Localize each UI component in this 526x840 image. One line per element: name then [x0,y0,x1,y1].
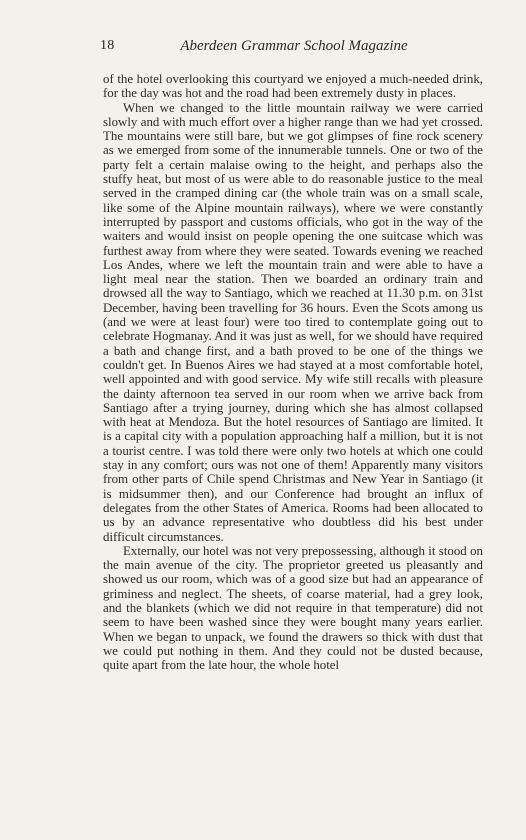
running-title: Aberdeen Grammar School Magazine [180,38,408,54]
paragraph-hotel-exterior: Externally, our hotel was not very prepossessing, although it stood on the main avenue of the city. The proprietor greeted us pleasantly and showed us our room, which was of a good size but had an appearance of griminess and neglect. The sheets, of coarse material, had a grey look, and the blankets (which we did not require in that temperature) did not seem to have been washed since they were bought many years earlier. When we began to unpack, we found the drawers so thick with dust that we could put nothing in them. And they could not be dusted because, quite apart from the late hour, the whole hotel [103,543,483,673]
page-number: 18 [100,38,115,53]
paragraph-mountain-railway: When we changed to the little mountain railway we were carried slowly and with much effort over a higher range than we had yet crossed. The mountains were still bare, but we got glimpses of fine rock scenery as we emerged from some of the innumerable tunnels. One or two of the party felt a certain malaise owing to the height, and perhaps also the stuffy heat, but most of us were able to do reasonable justice to the meal served in the cramped dining car (the whole train was on a small scale, like some of the Alpine mountain railways), where we were constantly interrupted by passport and customs officials, who got in the way of the waiters and would insist on people opening the one suitcase which was furthest away from where they were seated. Towards evening we reached Los Andes, where we left the mountain train and were able to have a light meal near the station. Then we boarded an ordinary train and drowsed all the way to Santiago, which we reached at 11.30 p.m. on 31st December, having been travelling for 36 hours. Even the Scots among us (and we were at least four) were too tired to contemplate going out to celebrate Hogmanay. And it was just as well, for we should have required a bath and change first, and a bath proved to be one of the things we couldn't get. In Buenos Aires we had stayed at a most comfortable hotel, well appointed and with good service. My wife still recalls with pleasure the dainty afternoon tea served in our room when we arrive back from Santiago after a trying journey, during which she has almost collapsed with heat at Mendoza. But the hotel resources of Santiago are limited. It is a capital city with a population approaching half a million, but it is not a tourist centre. I was told there were only two hotels at which one could stay in any comfort; ours was not one of them! Apparently many visitors from other parts of Chile spend Christmas and New Year in Santiago (it is midsummer then), and our Conference had brought an influx of delegates from the other States of America. Rooms had been allocated to us by an advance representative who doubtless did his best under difficult circumstances. [103,100,483,544]
running-head [100,38,488,58]
body-text [103,72,483,672]
paragraph-continuation: of the hotel overlooking this courtyard we enjoyed a much-needed drink, for the day was hot and the road had been extremely dusty in places. [103,72,483,101]
